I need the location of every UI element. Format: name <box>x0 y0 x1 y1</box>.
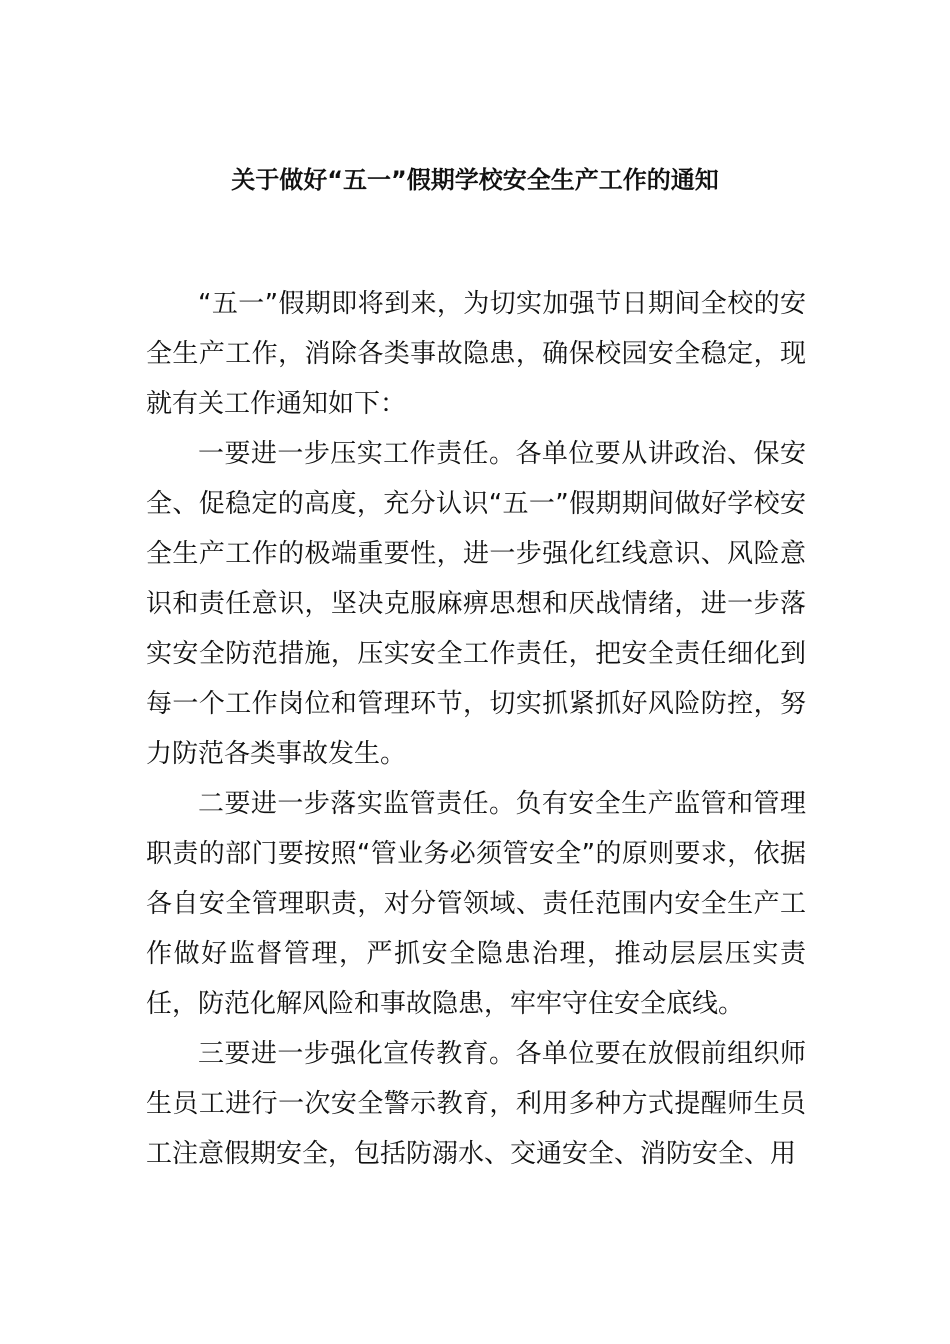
paragraph-item-3: 三要进一步强化宣传教育。各单位要在放假前组织师生员工进行一次安全警示教育，利用多种方式提醒师生员工注意假期安全，包括防溺水、交通安全、消防安全、用 <box>146 1039 806 1169</box>
paragraph-item-2: 二要进一步落实监管责任。负有安全生产监管和管理职责的部门要按照“管业务必须管安全”的原则要求，依据各自安全管理职责，对分管领域、责任范围内安全生产工作做好监督管理，严抓安全隐患治理，推动层层压实责任，防范化解风险和事故隐患，牢牢守住安全底线。 <box>146 789 806 1019</box>
document-title: 关于做好“五一”假期学校安全生产工作的通知 <box>231 166 719 194</box>
document-body <box>146 279 806 1179</box>
paragraph-intro: “五一”假期即将到来，为切实加强节日期间全校的安全生产工作，消除各类事故隐患，确保校园安全稳定，现就有关工作通知如下： <box>146 289 806 419</box>
paragraph-item-1: 一要进一步压实工作责任。各单位要从讲政治、保安全、促稳定的高度，充分认识“五一”假期期间做好学校安全生产工作的极端重要性，进一步强化红线意识、风险意识和责任意识，坚决克服麻痹思想和厌战情绪，进一步落实安全防范措施，压实安全工作责任，把安全责任细化到每一个工作岗位和管理环节，切实抓紧抓好风险防控，努力防范各类事故发生。 <box>146 439 806 769</box>
